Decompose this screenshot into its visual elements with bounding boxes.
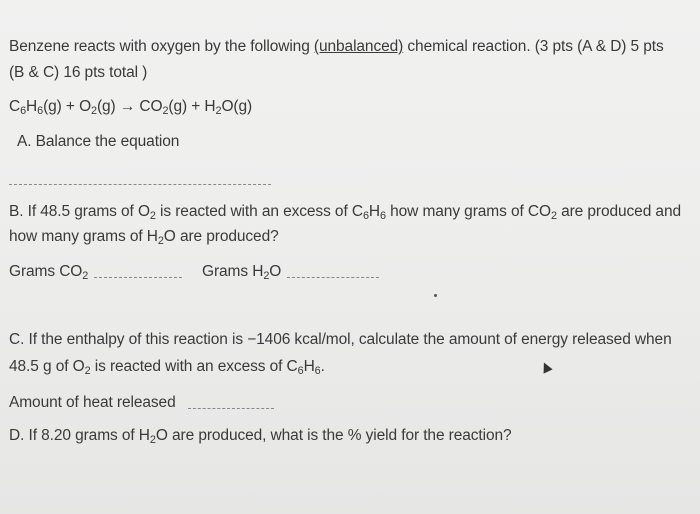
- grams-co2-row: [9, 261, 88, 283]
- eq-part-2: (g) → CO: [96, 98, 163, 115]
- pb-l1-sub3: 6: [379, 210, 386, 222]
- eq-c: C: [9, 98, 21, 115]
- eq-co2-sub: 2: [162, 105, 169, 117]
- pb-l1-sub1: 2: [149, 210, 156, 222]
- pb-l1-c: H: [368, 203, 380, 220]
- part-a-question: [17, 131, 179, 153]
- pd-b: O are produced, what is the % yield for the reaction?: [155, 427, 512, 444]
- eq-h: H: [26, 98, 38, 115]
- eq-part-3: (g) + H: [168, 98, 216, 115]
- eq-h-sub: 6: [37, 105, 44, 117]
- pc-l2-sub1: 2: [84, 365, 91, 377]
- grams-h2o-sub: 2: [263, 270, 270, 282]
- eq-o2-sub: 2: [91, 105, 97, 117]
- pc-l1: C. If the enthalpy of this reaction is −1406 kcal/mol, calculate the amount of energy released when: [9, 331, 672, 348]
- grams-h2o-answer-line[interactable]: [287, 276, 379, 278]
- heat-released-answer-line[interactable]: [188, 407, 274, 409]
- pb-l1-a: B. If 48.5 grams of O: [9, 203, 150, 220]
- pb-l1-sub4: 2: [550, 210, 557, 222]
- heat-released-label: Amount of heat released: [9, 394, 176, 411]
- eq-c-sub: 6: [20, 105, 27, 117]
- grams-h2o-tail: O: [269, 263, 282, 280]
- pb-l2-a: how many grams of H: [9, 228, 158, 245]
- grams-co2-answer-line[interactable]: [94, 276, 182, 278]
- part-b-question-line-2: [9, 226, 279, 248]
- pb-l1-e: are produced and: [556, 203, 681, 220]
- grams-co2-sub: 2: [82, 270, 89, 282]
- stray-dot: [434, 294, 437, 297]
- intro-text-tail: chemical reaction. (3 pts (A & D) 5 pts: [403, 38, 664, 55]
- intro-line-2: [9, 62, 147, 84]
- pb-l1-b: is reacted with an excess of C: [155, 203, 363, 220]
- part-c-question-line-2: [9, 356, 325, 378]
- pc-l2-d: .: [320, 358, 325, 375]
- pb-l2-b: O are produced?: [163, 228, 279, 245]
- pd-sub: 2: [149, 434, 156, 446]
- pb-l2-sub: 2: [157, 235, 164, 247]
- pc-l2-c: H: [303, 358, 315, 375]
- part-a-text: A. Balance the equation: [17, 133, 180, 150]
- part-a-answer-line[interactable]: [9, 183, 271, 185]
- chemical-equation: [9, 96, 252, 118]
- grams-co2-label: Grams CO: [9, 263, 83, 280]
- points-total: (B & C) 16 pts total ): [9, 64, 148, 81]
- intro-text: Benzene reacts with oxygen by the following: [9, 38, 314, 55]
- mouse-cursor-icon: [539, 360, 552, 373]
- pb-l1-sub2: 6: [362, 210, 369, 222]
- pc-l2-b: is reacted with an excess of C: [90, 358, 298, 375]
- pc-l2-a: 48.5 g of O: [9, 358, 85, 375]
- intro-line-1: [9, 36, 664, 58]
- grams-h2o-row: [202, 261, 281, 283]
- pc-l2-sub3: 6: [314, 365, 321, 377]
- unbalanced-label: (unbalanced): [313, 38, 404, 55]
- eq-h2o-sub: 2: [215, 105, 222, 117]
- pb-l1-d: how many grams of CO: [385, 203, 551, 220]
- pc-l2-sub2: 6: [297, 365, 304, 377]
- part-d-question: [9, 425, 512, 447]
- part-b-question-line-1: [9, 201, 681, 223]
- eq-part-1: (g) + O: [43, 98, 92, 115]
- heat-released-row: [9, 392, 176, 414]
- eq-part-4: O(g): [221, 98, 253, 115]
- pd-a: D. If 8.20 grams of H: [9, 427, 150, 444]
- grams-h2o-label: Grams H: [202, 263, 264, 280]
- part-c-question-line-1: [9, 329, 672, 351]
